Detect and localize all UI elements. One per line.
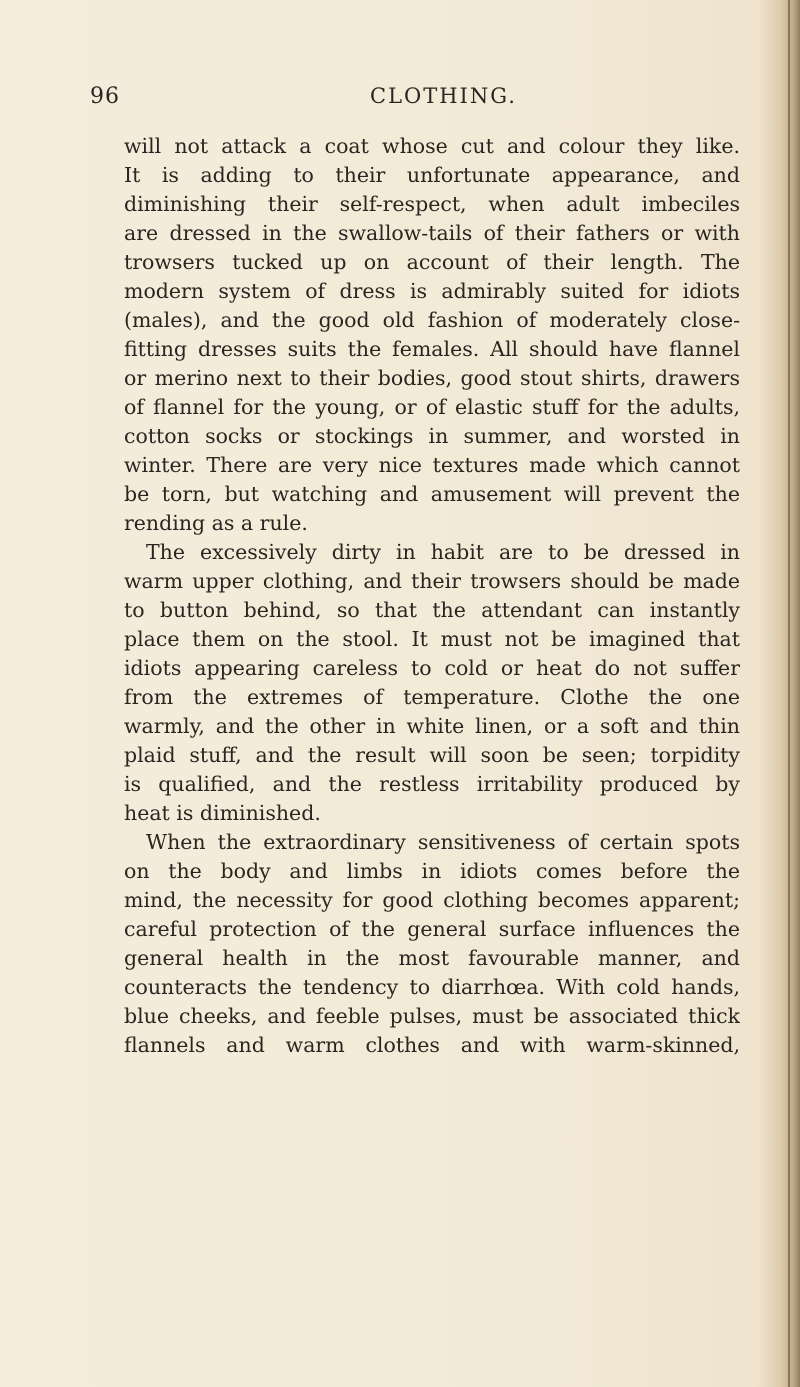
binding-edge [788, 0, 790, 1387]
page-gutter-shadow [758, 0, 800, 1387]
running-title: CLOTHING. [370, 84, 517, 108]
text-line: modern system of dress is admirably suited for idiots [124, 279, 740, 303]
text-line: (males), and the good old fashion of moderately close- [124, 308, 740, 332]
text-line: When the extraordinary sensitiveness of certain spots [146, 830, 740, 854]
text-line: idiots appearing careless to cold or heat do not suffer [124, 656, 740, 680]
text-line: on the body and limbs in idiots comes before the [124, 859, 740, 883]
text-line: general health in the most favourable manner, and [124, 946, 740, 970]
text-line: diminishing their self-respect, when adult imbeciles [124, 192, 740, 216]
text-line: mind, the necessity for good clothing becomes apparent; [124, 888, 740, 912]
text-line: warm upper clothing, and their trowsers should be made [124, 569, 740, 593]
text-line: warmly, and the other in white linen, or a soft and thin [124, 714, 740, 738]
text-line: will not attack a coat whose cut and colour they like. [124, 134, 740, 158]
text-line: plaid stuff, and the result will soon be seen; torpidity [124, 743, 740, 767]
text-line: to button behind, so that the attendant can instantly [124, 598, 740, 622]
text-line: heat is diminished. [124, 801, 321, 825]
text-line: cotton socks or stockings in summer, and worsted in [124, 424, 740, 448]
text-line: be torn, but watching and amusement will prevent the [124, 482, 740, 506]
text-line: trowsers tucked up on account of their length. The [124, 250, 740, 274]
text-line: is qualified, and the restless irritability produced by [124, 772, 740, 796]
text-line: from the extremes of temperature. Clothe the one [124, 685, 740, 709]
text-line: or merino next to their bodies, good stout shirts, drawers [124, 366, 740, 390]
text-line: are dressed in the swallow-tails of their fathers or with [124, 221, 740, 245]
text-line: rending as a rule. [124, 511, 308, 535]
text-line: careful protection of the general surface influences the [124, 917, 740, 941]
text-line: The excessively dirty in habit are to be dressed in [146, 540, 740, 564]
text-line: blue cheeks, and feeble pulses, must be associated thick [124, 1004, 740, 1028]
text-line: fitting dresses suits the females. All should have flannel [124, 337, 740, 361]
running-head [90, 84, 740, 112]
text-line: flannels and warm clothes and with warm-skinned, [124, 1033, 740, 1057]
text-line: place them on the stool. It must not be imagined that [124, 627, 740, 651]
body-text [124, 132, 740, 1060]
text-line: of flannel for the young, or of elastic stuff for the adults, [124, 395, 740, 419]
text-line: It is adding to their unfortunate appearance, and [124, 163, 740, 187]
text-line: winter. There are very nice textures made which cannot [124, 453, 740, 477]
text-line: counteracts the tendency to diarrhœa. With cold hands, [124, 975, 740, 999]
page-number: 96 [90, 84, 120, 109]
